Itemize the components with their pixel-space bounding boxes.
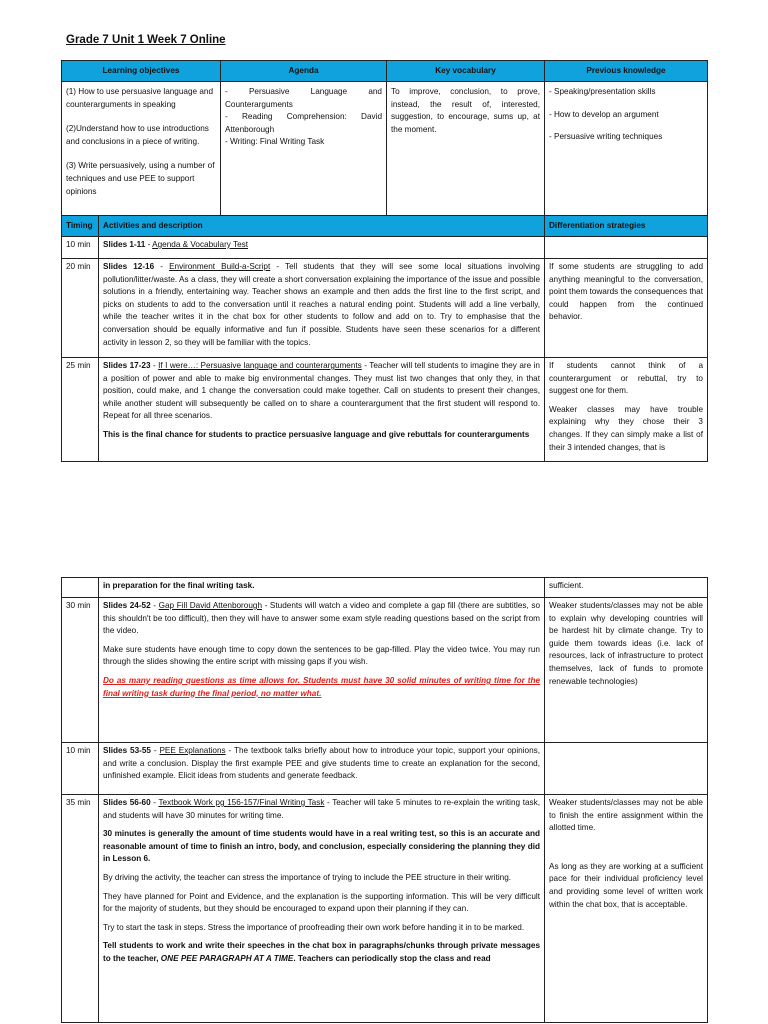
activity-title: Gap Fill David Attenborough	[158, 601, 262, 610]
activity-paragraph: They have planned for Point and Evidence, and the explanation is the supporting information. This will be very difficult for the majority of students, but they should be encouraged to expand upon their planning if they can.	[103, 891, 540, 914]
slides-label: Slides 12-16	[103, 262, 155, 271]
activity-emphasis: Tell students to work and write their speeches in the chat box in paragraphs/chunks through private messages to the teacher, ONE PEE PARAGRAPH AT A TIME. Teachers can periodically stop the class and read	[103, 941, 540, 963]
activity-row	[62, 259, 708, 358]
agenda-item-1: - Persuasive Language and Counterarguments	[225, 87, 382, 109]
slides-label: Slides 56-60	[103, 798, 151, 807]
differentiation-note-2: Weaker classes may have trouble explaining why they chose their 3 changes. If they can simply make a list of their 3 intended changes, that is	[549, 404, 703, 452]
previous-knowledge-cell	[545, 82, 708, 216]
activity-cell: Slides 53-55 - PEE Explanations - The textbook talks briefly about how to introduce your topic, support your opinions, and write a conclusion. Display the first example PEE and give students time to create an explanation for the second, unfinished example. Elicit ideas from students and generate feedback.	[99, 743, 545, 795]
header-key-vocabulary: Key vocabulary	[387, 61, 545, 82]
objective-2: (2)Understand how to use introductions and conclusions in a piece of writing.	[66, 124, 209, 146]
differentiation-cell	[545, 237, 708, 259]
activity-row	[62, 237, 708, 259]
objective-3: (3) Write persuasively, using a number of techniques and use PEE to support opinions	[66, 161, 215, 196]
activity-description: - The textbook talks briefly about how to introduce your topic, support your opinions, and write a conclusion. Display the first example PEE and give students time to create an explanation for the second, unfinished example. Elicit ideas from students and generate feedback.	[103, 746, 540, 781]
activity-cell: Slides 12-16 - Environment Build-a-Script - Tell students that they will see some local situations involving pollution/litter/waste. As a class, they will create a short conversation explaining the importance of the issue and possible solutions in a friendly, entertaining way. Teacher shows an example and then adds the first line to the first script, and picks on students to add to the conversation until it reaches a natural ending point. Students will add a line verbally, while the teacher writes it in the chat box for other students to follow and add on to. Try to emphasise that the conversation should be equally informative and fun if possible. Students have seen these scenarios for a different activity in lesson 2, so they will be familiar with the topics.	[99, 259, 545, 358]
header-activities: Activities and description	[99, 216, 545, 237]
agenda-item-3: - Writing: Final Writing Task	[225, 137, 325, 147]
previous-knowledge-3: - Persuasive writing techniques	[549, 132, 663, 142]
timing-cell: 35 min	[62, 795, 99, 1023]
activity-title: Textbook Work pg 156-157/Final Writing Task	[158, 798, 325, 807]
activity-cell: Slides 24-52 - Gap Fill David Attenborough - Students will watch a video and complete a gap fill (there are subtitles, so this shouldn't be too difficult), then they will have to answer some exam style reading questions based on the script from the video. Make sure students have enough time to copy down the sentences to be gap-filled. Play the video twice. You may run through the slides showing the entire script with missing gaps if you wish. Do as many reading questions as time allows for. Students must have 30 solid minutes of writing time for the final writing task during the final period, no matter what.	[99, 598, 545, 743]
slides-label: Slides 24-52	[103, 601, 151, 610]
activity-cell: Slides 1-11 - Agenda & Vocabulary Test	[99, 237, 545, 259]
activity-paragraph: By driving the activity, the teacher can stress the importance of trying to include the PEE structure in their writing.	[103, 872, 512, 882]
header-agenda: Agenda	[221, 61, 387, 82]
activity-row	[62, 743, 708, 795]
activity-cell: Slides 17-23 - If I were…: Persuasive language and counterarguments - Teacher will tell students to imagine they are in a position of power and able to make big environmental changes. They must list two changes that only they, in that position, could make, and 1 change the conversation could make together. Call on students to present their changes, while another student will subsequently be called on to share a counterargument that the first student will respond to. Repeat for all three scenarios. This is the final chance for students to practice persuasive language and give rebuttals for counterarguments	[99, 358, 545, 462]
document-page-2	[0, 520, 768, 1024]
differentiation-cell	[545, 795, 708, 1023]
activities-table-top	[61, 215, 708, 462]
previous-knowledge-1: - Speaking/presentation skills	[549, 87, 656, 96]
agenda-cell	[221, 82, 387, 216]
activity-warning: Do as many reading questions as time allows for. Students must have 30 solid minutes of writing time for the final writing task during the final period, no matter what.	[103, 675, 540, 698]
differentiation-note-1: If students cannot think of a counterargument or rebuttal, try to suggest one for them.	[549, 361, 703, 396]
timing-cell: 25 min	[62, 358, 99, 462]
activity-paragraph: Try to start the task in steps. Stress the importance of proofreading their own work before handing it in to be marked.	[103, 922, 525, 932]
differentiation-cell	[545, 743, 708, 795]
slides-label: Slides 53-55	[103, 746, 151, 755]
header-learning-objectives: Learning objectives	[62, 61, 221, 82]
differentiation-note-1: Weaker students/classes may not be able to finish the entire assignment within the allotted time.	[549, 798, 703, 833]
activity-paragraph: Make sure students have enough time to copy down the sentences to be gap-filled. Play the video twice. You may run through the slides showing the entire script with missing gaps if you wish.	[103, 644, 540, 667]
activity-description: - Teacher will tell students to imagine they are in a position of power and able to make big environmental changes. They must list two changes that only they, in that position, could make, and 1 change the conversation could make together. Call on students to present their changes, while another student will subsequently be called on to share a counterargument that the first student will respond to. Repeat for all three scenarios.	[103, 361, 540, 421]
activity-description: - Students will watch a video and complete a gap fill (there are subtitles, so this shouldn't be too difficult), then they will have to answer some exam style reading questions based on the script from the video.	[103, 601, 540, 636]
differentiation-note-2: As long as they are working at a sufficient pace for their individual proficiency level and providing some level of written work within the chat box, that is acceptable.	[549, 861, 703, 909]
differentiation-cell	[545, 358, 708, 462]
activity-cell: in preparation for the final writing task.	[99, 578, 545, 598]
activity-row-continued	[62, 578, 708, 598]
slides-label: Slides 17-23	[103, 361, 151, 370]
activity-description: - Teacher will take 5 minutes to re-explain the writing task, and students will have 30 minutes for writing time.	[103, 798, 540, 820]
agenda-item-2: - Reading Comprehension: David Attenborough	[225, 112, 382, 134]
activity-emphasis: 30 minutes is generally the amount of time students would have in a real writing test, so this is an accurate and reasonable amount of time to finish an intro, body, and conclusion, especially considering the planning they did in Lesson 6.	[103, 829, 540, 864]
differentiation-cell: If some students are struggling to add anything meaningful to the conversation, point them towards the consequences that could happen from the continued behavior.	[545, 259, 708, 358]
vocabulary-cell: To improve, conclusion, to prove, instead, the result of, interested, suggestion, to encourage, sums up, at the moment.	[387, 82, 545, 216]
activity-row	[62, 598, 708, 743]
objectives-row	[62, 82, 708, 216]
previous-knowledge-2: - How to develop an argument	[549, 109, 659, 119]
header-timing: Timing	[62, 216, 99, 237]
timing-cell: 10 min	[62, 743, 99, 795]
header-differentiation: Differentiation strategies	[545, 216, 708, 237]
header-row	[62, 61, 708, 82]
timing-cell: 30 min	[62, 598, 99, 743]
timing-cell	[62, 578, 99, 598]
activity-description: - Tell students that they will see some local situations involving pollution/litter/waste. As a class, they will create a short conversation explaining the importance of the issue and possible solutions in a friendly, entertaining way. Teacher shows an example and then adds the first line to the first script, and picks on students to add to the conversation until it reaches a natural ending point. Students will add a line verbally, while the teacher writes it in the chat box for other students to follow and add on to. Try to emphasise that the conversation should be equally informative and fun if possible. Students have seen these scenarios for a different activity in lesson 2, so they will be familiar with the topics.	[103, 262, 540, 347]
objective-1: (1) How to use persuasive language and counterarguments in speaking	[66, 87, 214, 109]
activity-emphasis: This is the final chance for students to practice persuasive language and give rebuttals for counterarguments	[103, 429, 530, 439]
timing-cell: 20 min	[62, 259, 99, 358]
activity-title: Agenda & Vocabulary Test	[152, 240, 249, 249]
objectives-cell	[62, 82, 221, 216]
activity-title: PEE Explanations	[159, 746, 226, 755]
lesson-plan-table-top	[61, 60, 708, 216]
activity-row	[62, 795, 708, 1023]
document-title: Grade 7 Unit 1 Week 7 Online	[66, 34, 226, 46]
slides-label: Slides 1-11	[103, 240, 146, 249]
activity-title: If I were…: Persuasive language and counterarguments	[158, 361, 362, 370]
differentiation-cell: Weaker students/classes may not be able to explain why developing countries will be hardest hit by climate change. Try to guide them towards ideas (i.e. lack of resources, lack of infrastructure to protect themselves, lack of funds to promote renewable technologies)	[545, 598, 708, 743]
activities-table-bottom	[61, 577, 708, 1023]
activity-title: Environment Build-a-Script	[169, 262, 271, 271]
activities-header-row	[62, 216, 708, 237]
timing-cell: 10 min	[62, 237, 99, 259]
activity-row	[62, 358, 708, 462]
differentiation-cell: sufficient.	[545, 578, 708, 598]
activity-cell: Slides 56-60 - Textbook Work pg 156-157/Final Writing Task - Teacher will take 5 minutes to re-explain the writing task, and students will have 30 minutes for writing time. 30 minutes is generally the amount of time students would have in a real writing test, so this is an accurate and reasonable amount of time to finish an intro, body, and conclusion, especially considering the planning they did in Lesson 6. By driving the activity, the teacher can stress the importance of trying to include the PEE structure in their writing. They have planned for Point and Evidence, and the explanation is the supporting information. This will be very difficult for the majority of students, but they should be encouraged to expand upon their planning if they can. Try to start the task in steps. Stress the importance of proofreading their own work before handing it in to be marked. Tell students to work and write their speeches in the chat box in paragraphs/chunks through private messages to the teacher, ONE PEE PARAGRAPH AT A TIME. Teachers can periodically stop the class and read	[99, 795, 545, 1023]
header-previous-knowledge: Previous knowledge	[545, 61, 708, 82]
